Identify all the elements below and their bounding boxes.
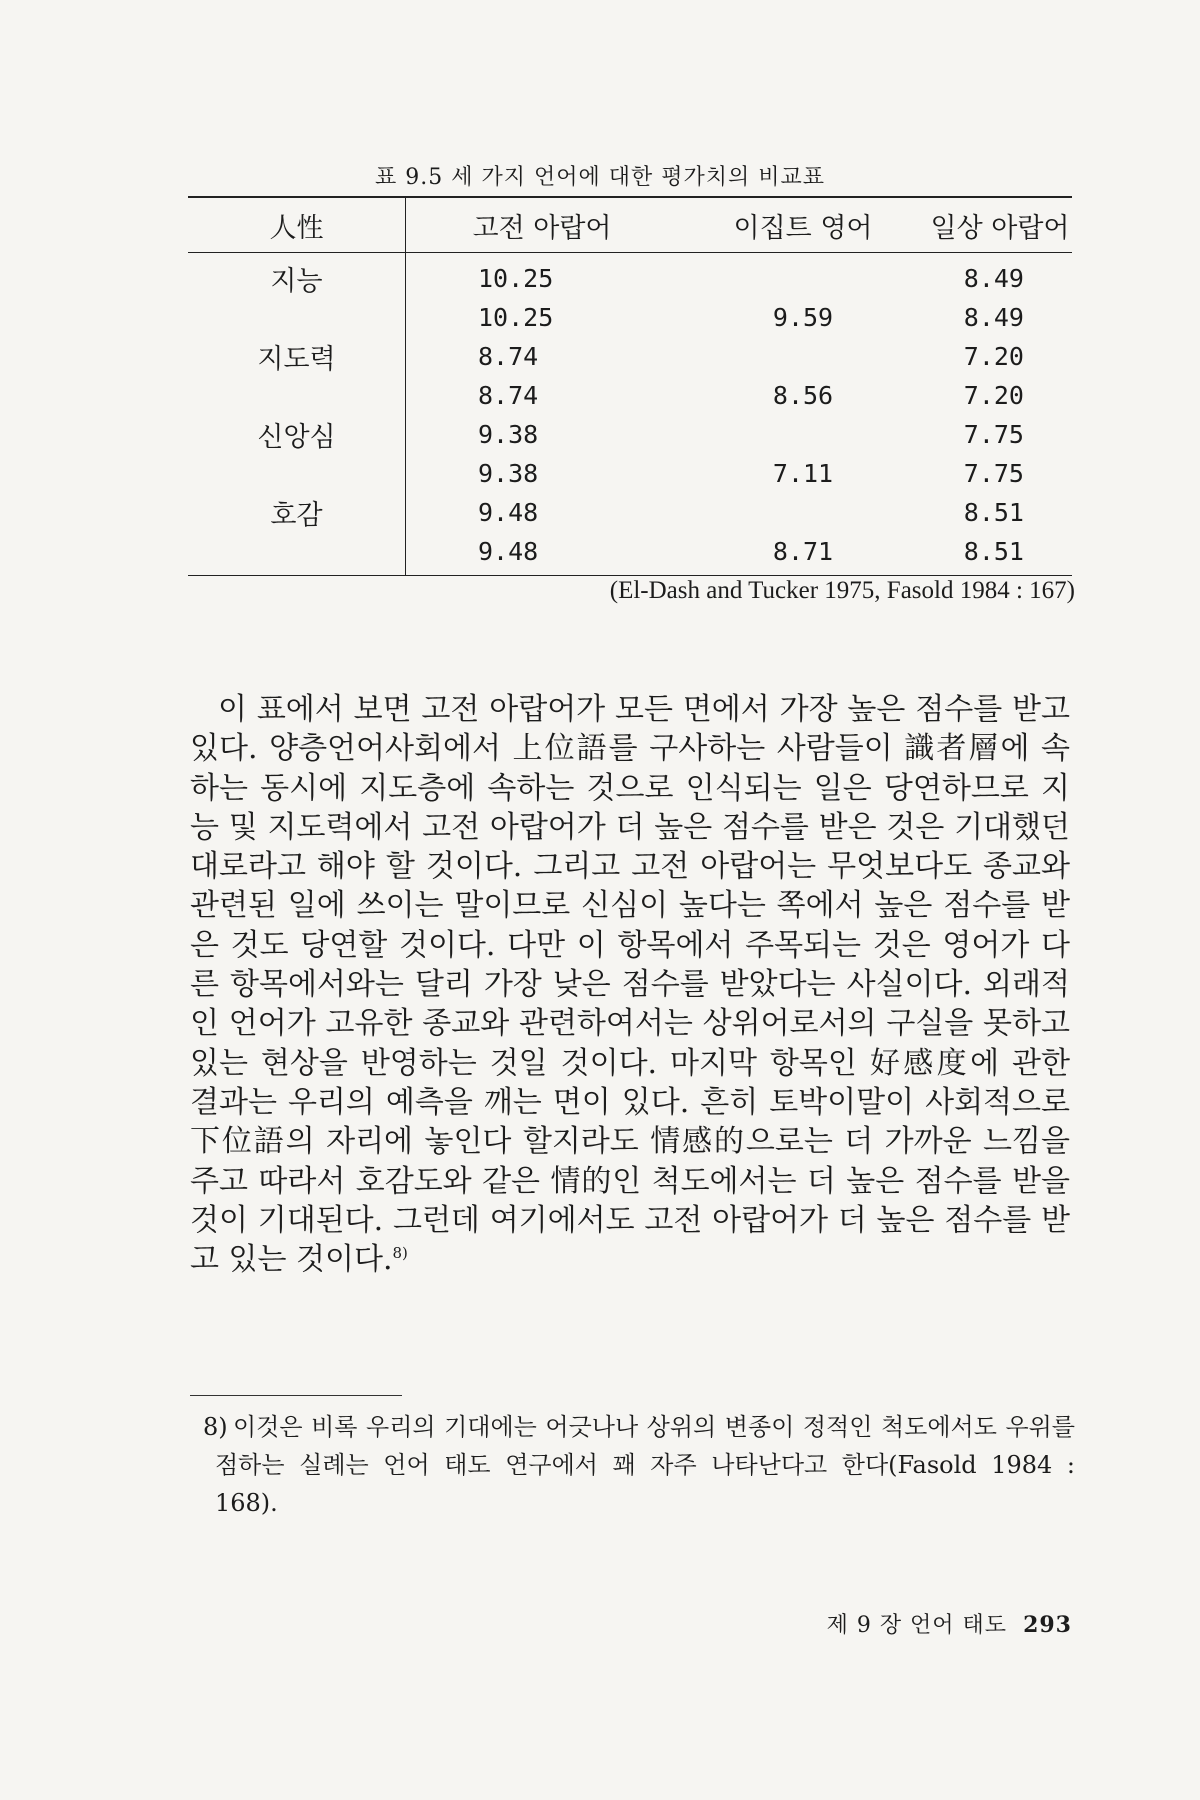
cell-colloquial-arabic: 7.75 <box>963 420 1024 449</box>
footnote-number: 8) <box>203 1413 228 1441</box>
footnote-reference[interactable]: 8) <box>392 1244 408 1263</box>
header-personality: 人性 <box>188 197 406 253</box>
cell-colloquial-arabic: 7.20 <box>963 342 1024 371</box>
cell-classical-arabic: 8.74 <box>478 342 539 371</box>
cell-colloquial-arabic: 7.75 <box>963 459 1024 488</box>
table-row <box>188 493 1072 532</box>
table-row <box>188 298 1072 337</box>
header-colloquial-arabic: 일상 아랍어 <box>928 197 1072 253</box>
cell-classical-arabic: 9.38 <box>478 459 539 488</box>
table-row <box>188 415 1072 454</box>
row-label: 지능 <box>188 253 406 299</box>
row-label <box>188 532 406 576</box>
cell-egyptian-english <box>678 415 928 454</box>
header-classical-arabic: 고전 아랍어 <box>406 197 679 253</box>
row-label <box>188 454 406 493</box>
footnote-text: 이것은 비록 우리의 기대에는 어긋나나 상위의 변종이 정적인 척도에서도 우위를 점하는 실례는 언어 태도 연구에서 꽤 자주 나타난다고 한다(Fasold 1984 : 168). <box>215 1413 1075 1517</box>
row-label: 지도력 <box>188 337 406 376</box>
cell-classical-arabic: 10.25 <box>478 264 554 293</box>
cell-colloquial-arabic: 8.51 <box>963 498 1024 527</box>
table-row <box>188 337 1072 376</box>
footnote-divider <box>190 1395 402 1396</box>
cell-classical-arabic: 9.48 <box>406 532 679 576</box>
cell-colloquial-arabic: 8.51 <box>928 532 1072 576</box>
cell-classical-arabic: 8.74 <box>478 381 539 410</box>
cell-colloquial-arabic: 7.20 <box>963 381 1024 410</box>
row-label <box>188 298 406 337</box>
cell-classical-arabic: 9.38 <box>478 420 539 449</box>
table-row <box>188 454 1072 493</box>
cell-egyptian-english: 9.59 <box>772 303 834 332</box>
cell-colloquial-arabic: 8.49 <box>963 264 1024 293</box>
table-header-row <box>188 197 1072 253</box>
cell-classical-arabic: 10.25 <box>478 303 554 332</box>
page-footer <box>827 1608 1072 1639</box>
table-container <box>188 196 1072 576</box>
body-paragraph-text: 이 표에서 보면 고전 아랍어가 모든 면에서 가장 높은 점수를 받고 있다. 양층언어사회에서 上位語를 구사하는 사람들이 識者層에 속하는 동시에 지도층에 속하는 것으로 인식되는 일은 당연하므로 지능 및 지도력에서 고전 아랍어가 더 높은 점수를 받은 것은 기대했던 대로라고 해야 할 것이다. 그리고 고전 아랍어는 무엇보다도 종교와 관련된 일에 쓰이는 말이므로 신심이 높다는 쪽에서 높은 점수를 받은 것도 당연할 것이다. 다만 이 항목에서 주목되는 것은 영어가 다른 항목에서와는 달리 가장 낮은 점수를 받았다는 사실이다. 외래적인 언어가 고유한 종교와 관련하여서는 상위어로서의 구실을 못하고 있는 현상을 반영하는 것일 것이다. 마지막 항목인 好感度에 관한 결과는 우리의 예측을 깨는 면이 있다. 흔히 토박이말이 사회적으로 下位語의 자리에 놓인다 할지라도 情感的으로는 더 가까운 느낌을 주고 따라서 호감도와 같은 情的인 척도에서는 더 높은 점수를 받을 것이 기대된다. 그런데 여기에서도 고전 아랍어가 더 높은 점수를 받고 있는 것이다. <box>190 692 1070 1278</box>
table-source-citation: (El-Dash and Tucker 1975, Fasold 1984 : 167) <box>609 577 1075 604</box>
table-row <box>188 253 1072 299</box>
cell-colloquial-arabic: 8.49 <box>963 303 1024 332</box>
cell-egyptian-english <box>678 493 928 532</box>
header-egyptian-english: 이집트 영어 <box>678 197 928 253</box>
body-paragraph <box>190 690 1070 1279</box>
cell-egyptian-english: 7.11 <box>772 459 834 488</box>
cell-egyptian-english <box>678 253 928 299</box>
table-row <box>188 532 1072 576</box>
table-row <box>188 376 1072 415</box>
cell-egyptian-english: 8.71 <box>678 532 928 576</box>
footnote <box>203 1408 1075 1522</box>
cell-egyptian-english: 8.56 <box>772 381 834 410</box>
cell-classical-arabic: 9.48 <box>478 498 539 527</box>
cell-egyptian-english <box>678 337 928 376</box>
page-number: 293 <box>1023 1612 1072 1638</box>
chapter-title: 제 9 장 언어 태도 <box>826 1613 1008 1638</box>
table-caption: 표 9.5 세 가지 언어에 대한 평가치의 비교표 <box>375 165 825 190</box>
evaluation-table <box>188 196 1072 576</box>
row-label: 호감 <box>188 493 406 532</box>
row-label: 신앙심 <box>188 415 406 454</box>
row-label <box>188 376 406 415</box>
